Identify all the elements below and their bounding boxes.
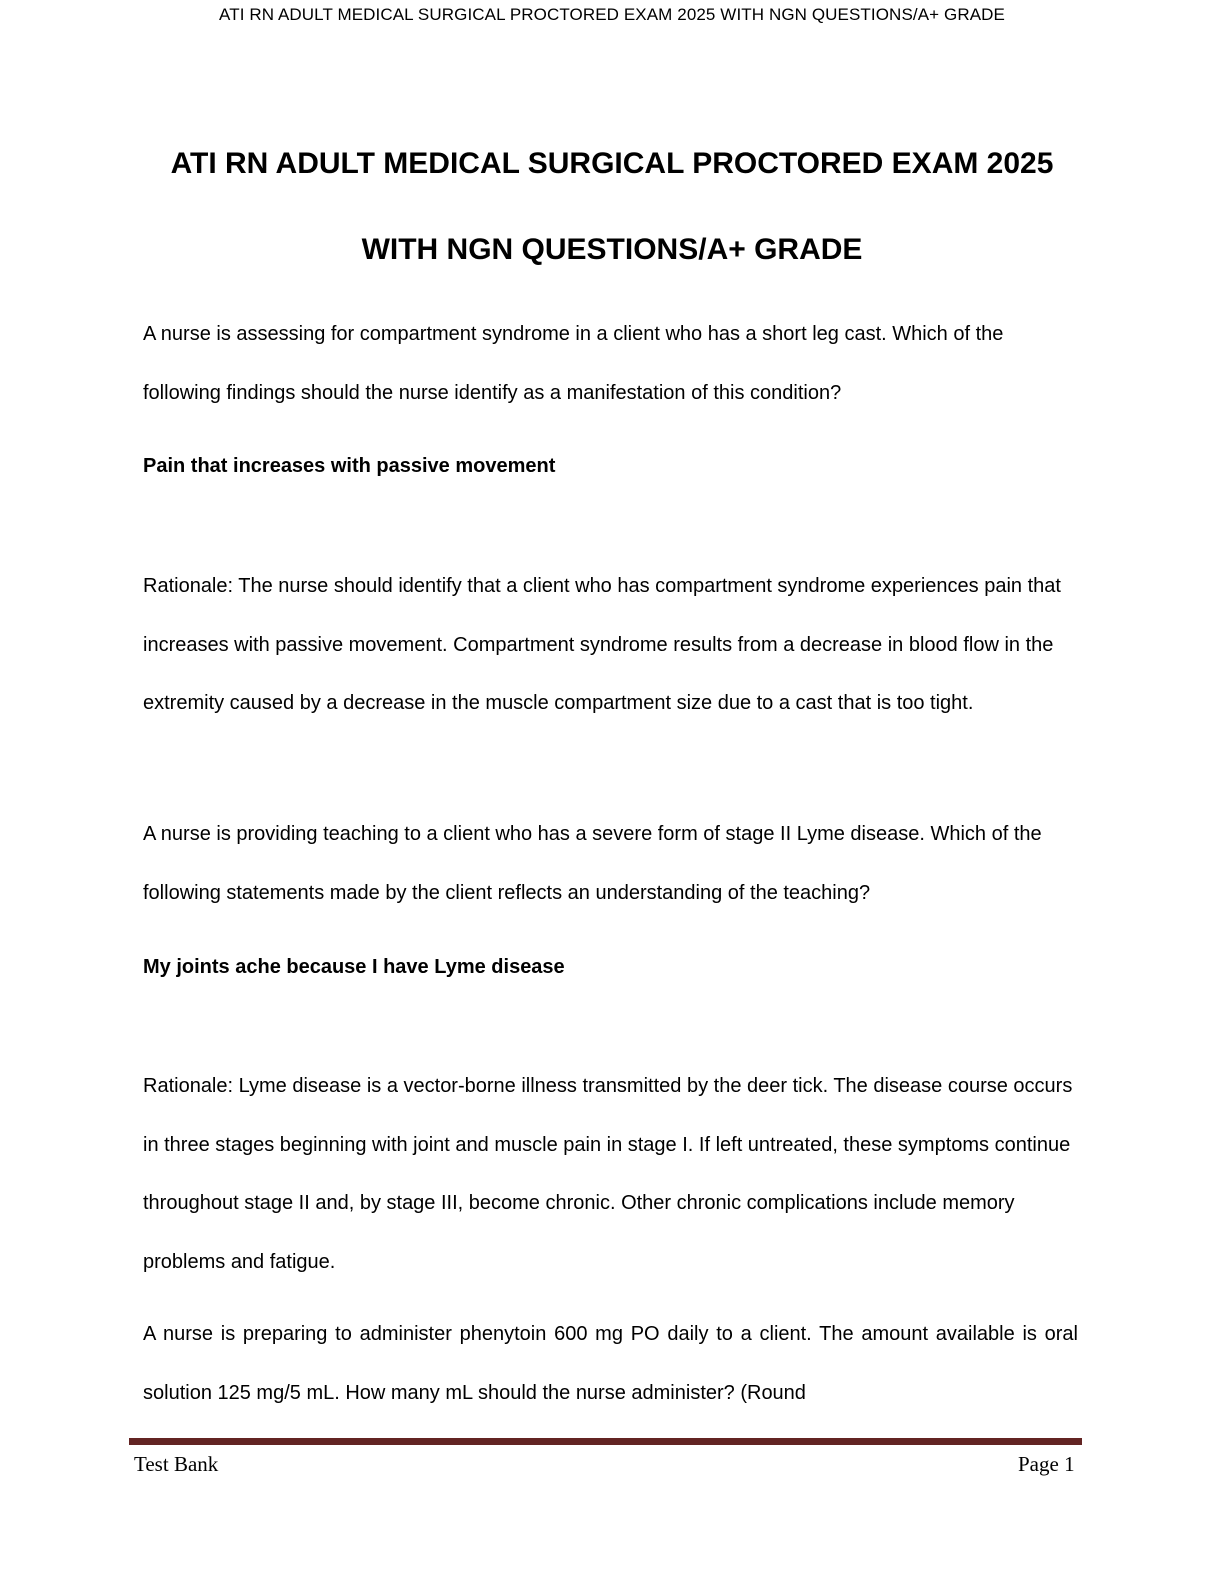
question-2-answer: My joints ache because I have Lyme disease	[143, 956, 565, 978]
question-3-text: A nurse is preparing to administer phenytoin 600 mg PO daily to a client. The amount available is oral solution 125 mg/5 mL. How many mL should the nurse administer? (Round	[143, 1323, 1078, 1404]
question-2-text: A nurse is providing teaching to a client who has a severe form of stage II Lyme disease. Which of the following statements made by the client reflects an understanding of the teaching?	[143, 823, 1042, 904]
question-2-rationale: Rationale: Lyme disease is a vector-borne illness transmitted by the deer tick. The disease course occurs in three stages beginning with joint and muscle pain in stage I. If left untreated, these symptoms continue throughout stage II and, by stage III, become chronic. Other chronic complications include memory problems and fatigue.	[143, 1075, 1073, 1273]
question-1-text: A nurse is assessing for compartment syndrome in a client who has a short leg cast. Which of the following findings should the nurse identify as a manifestation of this condition?	[143, 323, 1004, 404]
document-title-line-1: ATI RN ADULT MEDICAL SURGICAL PROCTORED EXAM 2025	[170, 147, 1054, 180]
page-number: Page 1	[1018, 1452, 1075, 1476]
running-header: ATI RN ADULT MEDICAL SURGICAL PROCTORED EXAM 2025 WITH NGN QUESTIONS/A+ GRADE	[219, 5, 1005, 24]
footer-label: Test Bank	[134, 1452, 219, 1476]
document-title-line-2: WITH NGN QUESTIONS/A+ GRADE	[361, 233, 863, 266]
footer-rule	[129, 1438, 1082, 1445]
question-1-rationale: Rationale: The nurse should identify that a client who has compartment syndrome experiences pain that increases with passive movement. Compartment syndrome results from a decrease in blood flow in the extremity caused by a decrease in the muscle compartment size due to a cast that is too tight.	[143, 575, 1061, 714]
question-1-answer: Pain that increases with passive movement	[143, 455, 556, 477]
